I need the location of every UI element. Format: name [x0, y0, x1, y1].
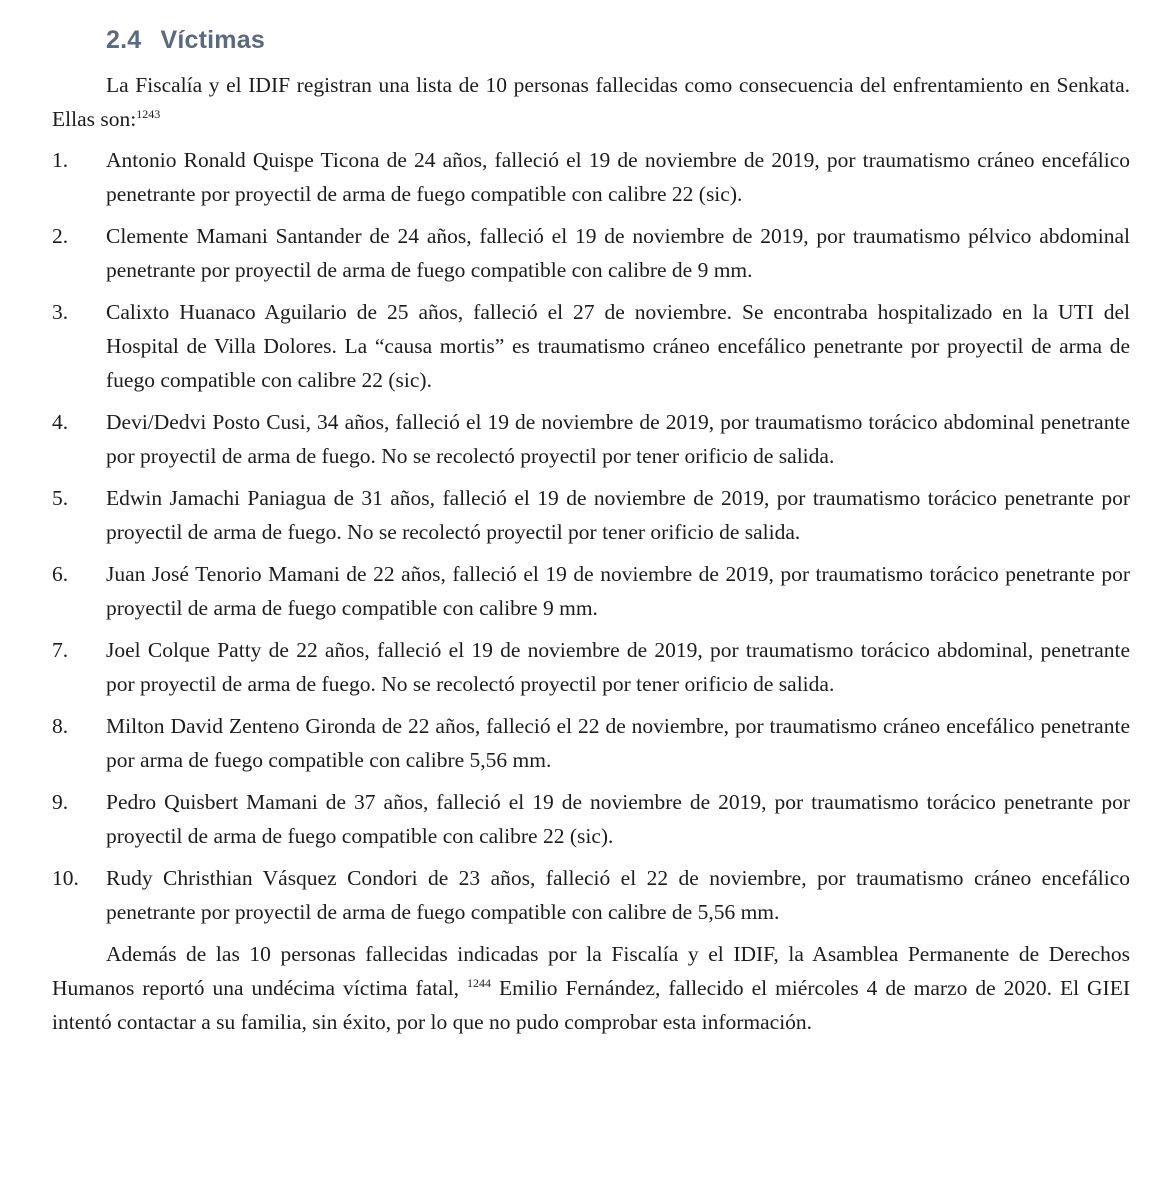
section-title: Víctimas — [160, 26, 265, 54]
list-item-number: 8. — [52, 714, 69, 738]
list-item-text: Edwin Jamachi Paniagua de 31 años, falleció el 19 de noviembre de 2019, por traumatismo torácico penetrante por proyectil de arma de fuego. No se recolectó proyectil por tener orificio de salida. — [106, 486, 1130, 544]
list-item-text: Devi/Dedvi Posto Cusi, 34 años, falleció el 19 de noviembre de 2019, por traumatismo torácico abdominal penetrante por proyectil de arma de fuego. No se recolectó proyectil por tener orificio de salida. — [106, 410, 1130, 468]
section-number: 2.4 — [106, 26, 142, 54]
list-item-number: 5. — [52, 486, 69, 510]
list-item-number: 6. — [52, 562, 69, 586]
list-item-text: Pedro Quisbert Mamani de 37 años, falleció el 19 de noviembre de 2019, por traumatismo torácico penetrante por proyectil de arma de fuego compatible con calibre 22 (sic). — [106, 790, 1130, 848]
list-item-number: 4. — [52, 410, 69, 434]
list-item-text: Calixto Huanaco Aguilario de 25 años, falleció el 27 de noviembre. Se encontraba hospitalizado en la UTI del Hospital de Villa Dolores. La “causa mortis” es traumatismo cráneo encefálico penetrante por proyectil de arma de fuego compatible con calibre 22 (sic). — [106, 300, 1130, 392]
list-item-text: Joel Colque Patty de 22 años, falleció el 19 de noviembre de 2019, por traumatismo torácico abdominal, penetrante por proyectil de arma de fuego. No se recolectó proyectil por tener orificio de salida. — [106, 638, 1130, 696]
list-item-number: 3. — [52, 300, 69, 324]
list-item-text: Clemente Mamani Santander de 24 años, falleció el 19 de noviembre de 2019, por traumatismo pélvico abdominal penetrante por proyectil de arma de fuego compatible con calibre de 9 mm. — [106, 224, 1130, 282]
section-heading — [106, 22, 1130, 58]
list-item-text: Milton David Zenteno Gironda de 22 años, falleció el 22 de noviembre, por traumatismo cráneo encefálico penetrante por arma de fuego compatible con calibre 5,56 mm. — [106, 714, 1130, 772]
closing-paragraph — [52, 937, 1130, 1039]
list-item-number: 2. — [52, 224, 69, 248]
list-item — [52, 861, 1130, 929]
list-item — [52, 143, 1130, 211]
list-item-number: 9. — [52, 790, 69, 814]
list-item — [52, 785, 1130, 853]
list-item — [52, 709, 1130, 777]
list-item — [52, 405, 1130, 473]
list-item-text: Juan José Tenorio Mamani de 22 años, falleció el 19 de noviembre de 2019, por traumatismo torácico penetrante por proyectil de arma de fuego compatible con calibre 9 mm. — [106, 562, 1130, 620]
list-item — [52, 633, 1130, 701]
list-item-number: 10. — [52, 866, 79, 890]
list-item-text: Antonio Ronald Quispe Ticona de 24 años, falleció el 19 de noviembre de 2019, por traumatismo cráneo encefálico penetrante por proyectil de arma de fuego compatible con calibre 22 (sic). — [106, 148, 1130, 206]
intro-text: La Fiscalía y el IDIF registran una lista de 10 personas fallecidas como consecuencia del enfrentamiento en Senkata. Ellas son: — [52, 73, 1130, 131]
list-item-number: 1. — [52, 148, 69, 172]
list-item-number: 7. — [52, 638, 69, 662]
victims-list — [52, 143, 1130, 929]
footnote-ref[interactable]: 1243 — [136, 107, 161, 121]
document-page — [52, 22, 1130, 1039]
footnote-ref[interactable]: 1244 — [467, 976, 492, 990]
closing-text-2: Emilio Fernández, fallecido el miércoles 4 de marzo de 2020. El GIEI intentó contactar a su familia, sin éxito, por lo que no pudo comprobar esta información. — [52, 976, 1131, 1034]
list-item — [52, 295, 1130, 397]
list-item — [52, 557, 1130, 625]
list-item — [52, 219, 1130, 287]
closing-text-1: Además de las 10 personas fallecidas indicadas por la Fiscalía y el IDIF, la Asamblea Permanente de Derechos Humanos reportó una undécima víctima fatal, — [52, 942, 1130, 1000]
intro-paragraph — [52, 68, 1130, 136]
list-item-text: Rudy Christhian Vásquez Condori de 23 años, falleció el 22 de noviembre, por traumatismo cráneo encefálico penetrante por proyectil de arma de fuego compatible con calibre de 5,56 mm. — [106, 866, 1130, 924]
list-item — [52, 481, 1130, 549]
